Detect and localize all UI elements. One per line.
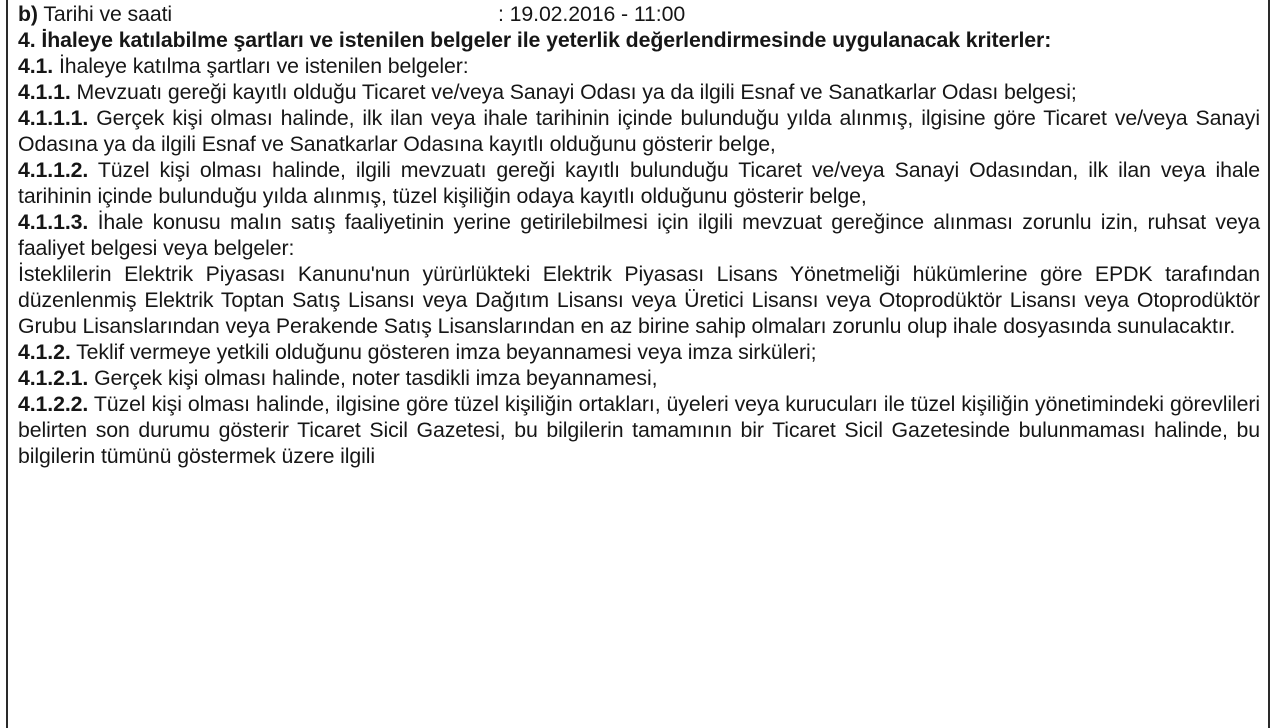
item-text: Tüzel kişi olması halinde, ilgili mevzuatı gereği kayıtlı bulunduğu Ticaret ve/veya Sanayi Odasından, ilk ilan veya ihale tarihinin içinde bulunduğu yılda alınmış, tüzel kişiliğin odaya kayıtlı olduğunu gösterir belge,: [18, 158, 1260, 208]
item-number: 4.1.1.: [18, 80, 71, 104]
paragraph-4-1-1-2: [18, 157, 1260, 209]
date-time-label: [18, 1, 498, 27]
item-text: Tüzel kişi olması halinde, ilgisine göre tüzel kişiliğin ortakları, üyeleri veya kurucuları ile tüzel kişiliğin yönetimindeki görevlileri belirten son durumu gösterir Ticaret Sicil Gazetesi, bu bilgilerin tamamının bir Ticaret Sicil Gazetesinde bulunmaması halinde, bu bilgilerin tümünü göstermek üzere ilgili: [18, 392, 1260, 468]
item-number: 4.1.: [18, 54, 54, 78]
paragraph-4-1-1-3: [18, 209, 1260, 261]
item-letter: b): [18, 2, 38, 26]
paragraph-license-requirement: [18, 261, 1260, 339]
document-body: [18, 1, 1260, 469]
item-text: İsteklilerin Elektrik Piyasası Kanunu'nun yürürlükteki Elektrik Piyasası Lisans Yönetmeliği hükümlerine göre EPDK tarafından düzenlenmiş Elektrik Toptan Satış Lisansı veya Dağıtım Lisansı veya Üretici Lisansı veya Otoprodüktör Lisansı veya Otoprodüktör Grubu Lisanslarından veya Perakende Satış Lisanslarından en az birine sahip olmaları zorunlu olup ihale dosyasında sunulacaktır.: [18, 262, 1260, 338]
item-number: 4.1.2.1.: [18, 366, 89, 390]
item-text: Gerçek kişi olması halinde, noter tasdikli imza beyannamesi,: [88, 366, 658, 390]
item-text: Gerçek kişi olması halinde, ilk ilan veya ihale tarihinin içinde bulunduğu yılda alınmış, ilgisine göre Ticaret ve/veya Sanayi Odasına ya da ilgili Esnaf ve Sanatkarlar Odasına kayıtlı olduğunu gösterir belge,: [18, 106, 1260, 156]
paragraph-4-1-1: [18, 79, 1260, 105]
date-time-label-text: Tarihi ve saati: [37, 2, 173, 26]
paragraph-4-1-1-1: [18, 105, 1260, 157]
item-number: 4.1.1.2.: [18, 158, 89, 182]
paragraph-4-1-2-1: [18, 365, 1260, 391]
date-time-row: [18, 1, 1260, 27]
paragraph-4-1-2: [18, 339, 1260, 365]
item-number: 4.1.2.2.: [18, 392, 89, 416]
item-text: Mevzuatı gereği kayıtlı olduğu Ticaret ve/veya Sanayi Odası ya da ilgili Esnaf ve Sanatkarlar Odası belgesi;: [70, 80, 1077, 104]
item-text: İhaleye katılma şartları ve istenilen belgeler:: [53, 54, 469, 78]
item-text: İhale konusu malın satış faaliyetinin yerine getirilebilmesi için ilgili mevzuat gereğince alınması zorunlu izin, ruhsat veya faaliyet belgesi veya belgeler:: [18, 210, 1260, 260]
item-text: Teklif vermeye yetkili olduğunu gösteren imza beyannamesi veya imza sirküleri;: [70, 340, 817, 364]
paragraph-4-1-2-2: [18, 391, 1260, 469]
paragraph-4-1: [18, 53, 1260, 79]
item-number: 4.1.2.: [18, 340, 71, 364]
section-heading: 4. İhaleye katılabilme şartları ve istenilen belgeler ile yeterlik değerlendirmesinde uygulanacak kriterler:: [18, 28, 1052, 52]
date-time-value: : 19.02.2016 - 11:00: [498, 2, 686, 26]
item-number: 4.1.1.3.: [18, 210, 89, 234]
item-number: 4.1.1.1.: [18, 106, 89, 130]
